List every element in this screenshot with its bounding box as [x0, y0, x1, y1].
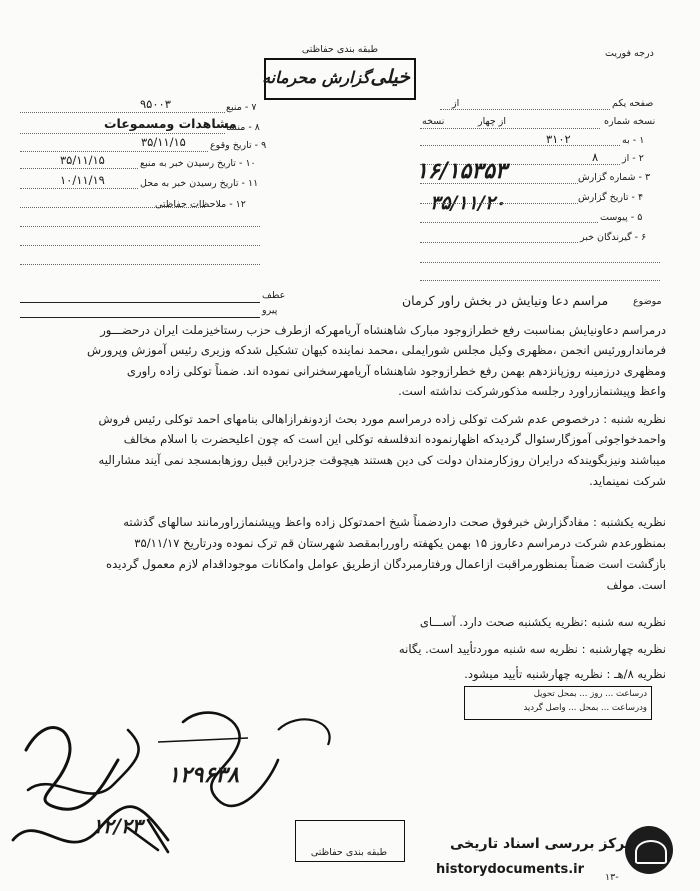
opinion-tuesday: نظریه سه شنبه :نظریه یکشنبه صحت دارد. آســـای — [419, 615, 666, 629]
urgency-label: درجه فوریت — [605, 48, 654, 59]
field-11-value: ۱۰/۱۱/۱۹ — [60, 173, 105, 187]
atf-label: عطف — [262, 290, 286, 301]
opinion-sunday-line-1: نظریه یکشنبه : مفادگزارش خبرفوق صحت داردضمناً شیخ احمدتوکل زاده واعظ وپیشنمازراورمانند سالهای گذشته — [123, 515, 666, 529]
opinion-sunday-line-4: است. مولف — [606, 578, 666, 592]
opinion-saturday-line-2: واحمدخواجوئی آموزگارسئوال گردیدکه اظهارنموده اندفلسفه توکلی این است که چون اعلیحضرت با اسلام مخالف — [123, 432, 666, 446]
opinion-saturday-line-4: شرکت نمینماید. — [589, 474, 666, 488]
field-1-value: ۳۱۰۲ — [546, 132, 571, 146]
field-1-label: ۱ - به — [622, 135, 645, 146]
field-11-label: ۱۱ - تاریخ رسیدن خبر به محل — [140, 178, 259, 189]
source-code: ۹۵۰۰۳ — [140, 97, 171, 111]
field-8-label: ۸ - منشا — [226, 122, 260, 133]
opinion-saturday-line-3: میباشند ونیزبگویندکه درایران روزکارمندان دولت کی دین هستند هیچوقت جزدراین قبیل روزهابمسجد نمی آیند مشارالیه — [98, 453, 666, 467]
field-3-value: ۱۶/۱۵۳۵۳ — [416, 158, 507, 184]
field-9-value: ۳۵/۱۱/۱۵ — [141, 135, 186, 149]
subject-label: موضوع — [633, 296, 662, 307]
field-2-value: ۸ — [592, 150, 599, 164]
copy-word-label: نسخه — [422, 116, 445, 127]
watermark-title: مرکز بررسی اسناد تاریخی — [450, 836, 634, 852]
paragraph-1-line-1: درمراسم دعاونیایش بمناسبت رفع خطرازوجود مبارک شاهنشاه آریامهرکه ازطرف حزب رستاخیزملت ایران درحضـــور — [100, 323, 666, 337]
paragraph-1-line-3: ومظهری درزمینه روزپانزدهم بهمن رفع خطرازوجود شاهنشاه آریامهرسخنرانی نموده اند. ضمناً توکلی زاده راوری — [126, 364, 666, 378]
field-3-label: ۳ - شماره گزارش — [578, 172, 651, 183]
stamp-main-word: خیلی — [370, 66, 410, 88]
field-2-label: ۲ - از — [622, 153, 644, 164]
handwritten-date: ۱۲/۲۳ — [92, 814, 143, 838]
field-10-value: ۳۵/۱۱/۱۵ — [60, 153, 105, 167]
opinion-sunday-line-3: بازگشت است ضمناً بمنظورمراقبت ازاعمال ورفتارمبردگان ازطریق عوامل وامکانات موجوداقدام لازم معمول گردیده — [106, 557, 666, 571]
field-12-label: ۱۲ - ملاحظات حفاظتی — [155, 199, 246, 210]
opinion-wednesday: نظریه چهارشنبه : نظریه سه شنبه موردتأیید است. یگانه — [398, 642, 666, 656]
page-label: صفحه یکم — [612, 98, 654, 109]
delivery-stamp-box — [464, 686, 652, 720]
watermark-url: historydocuments.ir — [436, 862, 585, 877]
page-from-label: از — [452, 98, 460, 109]
classification-top-label: طبقه بندی حفاظتی — [301, 44, 379, 55]
opinion-saturday-line-1: نظریه شنبه : درخصوص عدم شرکت توکلی زاده درمراسم مورد بحث ازدونفرازاهالی بنامهای احمد توکلی رئیس فروش — [98, 412, 666, 426]
paragraph-1-line-2: فرماندارورئیس انجمن ،مظهری وکیل مجلس شورایملی ،محمد نماینده کیهان تشکیل شدکه وزیری رئیس آموزش وپرورش — [86, 343, 666, 357]
field-7-label: ۷ - منبع — [226, 102, 257, 113]
field-8-value: مشاهدات ومسموعات — [104, 116, 237, 131]
page-marker: ۱۳- — [605, 872, 619, 883]
stamp-secondary-word: گزارش محرمانه — [262, 68, 370, 87]
field-6-label: ۶ - گیرندگان خبر — [580, 232, 647, 243]
field-4-value: ۳۵/۱۱/۲۰ — [430, 192, 506, 214]
delivery-stamp-line-1: درساعت ... روز ... بمحل تحویل — [533, 689, 647, 699]
opinion-sunday-line-2: بمنظورعدم شرکت درمراسم دعاروز ۱۵ بهمن یکهفته راوررابمقصد شهرستان قم ترک نموده ودرتاریخ ۳۵/۱۱/۱۷ — [134, 536, 666, 550]
paragraph-1-line-4: واعظ وپیشنمازراورد رجلسه مذکورشرکت نداشته است. — [398, 384, 666, 398]
subject-text: مراسم دعا ونیایش در بخش راور کرمان — [402, 293, 609, 308]
handwritten-number: ۱۲۹۶۳۸ — [168, 762, 239, 788]
field-9-label: ۹ - تاریخ وقوع — [210, 140, 267, 151]
peyro-label: پیرو — [262, 305, 278, 316]
classification-bottom-label: طبقه بندی حفاظتی — [310, 847, 388, 858]
field-4-label: ۴ - تاریخ گزارش — [578, 192, 644, 203]
opinion-8-h: نظریه ۸/هـ : نظریه چهارشنبه تأیید میشود. — [464, 667, 666, 681]
classification-stamp — [264, 58, 416, 100]
copy-number-label: نسخه شماره — [604, 116, 656, 127]
delivery-stamp-line-2: ودرساعت ... بمحل ... واصل گردید — [523, 703, 647, 713]
copy-from-label: از چهار — [478, 116, 506, 127]
field-5-label: ۵ - پیوست — [600, 212, 643, 223]
field-10-label: ۱۰ - تاریخ رسیدن خبر به منبع — [140, 158, 256, 169]
